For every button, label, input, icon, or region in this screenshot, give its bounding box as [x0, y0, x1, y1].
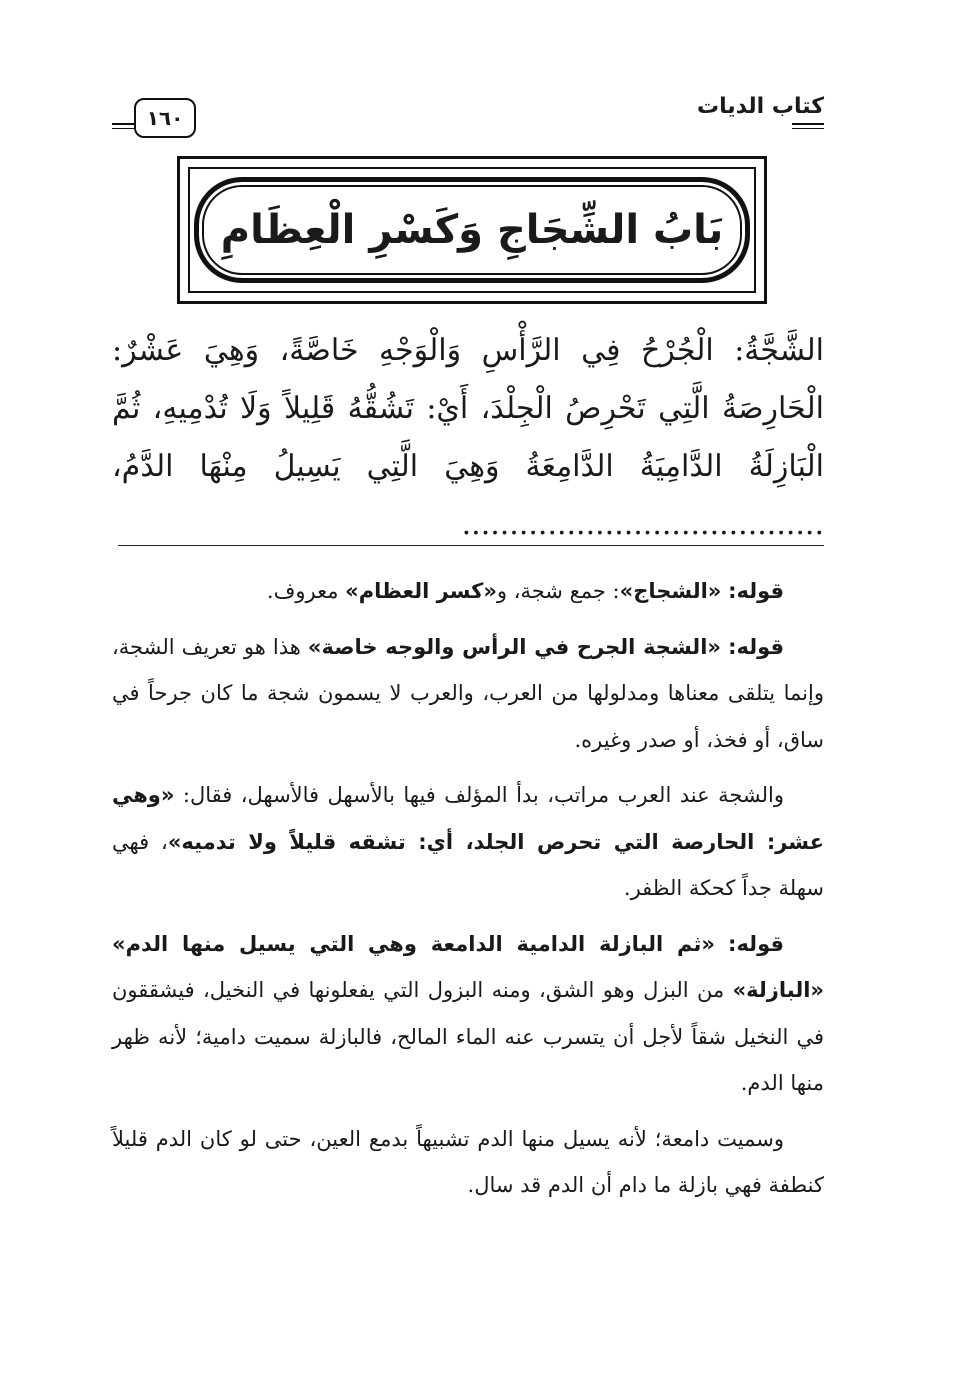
- commentary-paragraph-5: [112, 1116, 824, 1209]
- quoted-matn: «وهي عشر: الحارصة التي تحرص الجلد، أي: تشقه قليلاً ولا تدميه»: [112, 783, 824, 854]
- section-divider: [118, 545, 824, 546]
- page-number: ١٦٠: [134, 98, 196, 138]
- commentary-paragraph-4: [112, 921, 824, 1107]
- paragraph-text: وسميت دامعة؛ لأنه يسيل منها الدم تشبيهاً بدمع العين، حتى لو كان الدم قليلاً كنطفة فهي بازلة ما دام أن الدم قد سال.: [112, 1126, 824, 1197]
- qawluh-label: قوله:: [728, 579, 784, 603]
- commentary-block: [112, 568, 824, 1218]
- book-title: كتاب الديات: [697, 94, 824, 119]
- commentary-paragraph-1: [112, 568, 824, 615]
- quoted-term: «الشجاج»: [619, 579, 722, 603]
- paragraph-text: : جمع شجة، و: [496, 579, 620, 603]
- matn-text: الشَّجَّةُ: الْجُرْحُ فِي الرَّأْسِ وَالْوَجْهِ خَاصَّةً، وَهِيَ عَشْرٌ: الْحَارِصَةُ الَّتِي تَحْرِصُ الْجِلْدَ، أَيْ: تَشُقُّهُ قَلِيلاً وَلَا تُدْمِيهِ، ثُمَّ الْبَازِلَةُ الدَّامِيَةُ الدَّامِعَةُ وَهِيَ الَّتِي يَسِيلُ مِنْهَا الدَّمُ،: [112, 333, 824, 484]
- qawluh-label: قوله:: [728, 634, 784, 659]
- quoted-term: «كسر العظام»: [345, 579, 497, 603]
- chapter-title-frame: [177, 156, 767, 304]
- header-rule: [792, 123, 824, 129]
- quoted-matn: «ثم البازلة الدامية الدامعة وهي التي يسيل منها الدم»: [112, 931, 715, 956]
- header-rule-short: [112, 123, 134, 129]
- quoted-term: «الشجة الجرح في الرأس والوجه خاصة»: [307, 634, 721, 659]
- chapter-title: بَابُ الشِّجَاجِ وَكَسْرِ الْعِظَامِ: [220, 207, 724, 253]
- commentary-paragraph-2: [112, 624, 824, 764]
- page-header: [112, 92, 824, 142]
- commentary-paragraph-3: [112, 772, 824, 912]
- paragraph-text: من البزل وهو الشق، ومنه البزول التي يفعلونها في النخيل، فيشققون في النخيل شقاً لأجل أن يتسرب عنه الماء المالح، فالبازلة سميت دامية؛ لأنه ظهر منها الدم.: [112, 978, 824, 1095]
- qawluh-label: قوله:: [728, 931, 784, 956]
- paragraph-text: ، فهي سهلة جداً كحكة الظفر.: [112, 829, 824, 900]
- paragraph-text: معروف.: [266, 579, 346, 603]
- paragraph-text: هذا هو تعريف الشجة، وإنما يتلقى معناها ومدلولها من العرب، والعرب لا يسمون شجة ما كان جرحاً في ساق، أو فخذ، أو صدر وغيره.: [112, 634, 824, 752]
- matn-ellipsis-dots: ......................................: [461, 507, 824, 542]
- paragraph-text: والشجة عند العرب مراتب، بدأ المؤلف فيها بالأسهل فالأسهل، فقال:: [174, 783, 784, 807]
- matn-text-block: [112, 322, 824, 554]
- quoted-term: «البازلة»: [732, 978, 824, 1002]
